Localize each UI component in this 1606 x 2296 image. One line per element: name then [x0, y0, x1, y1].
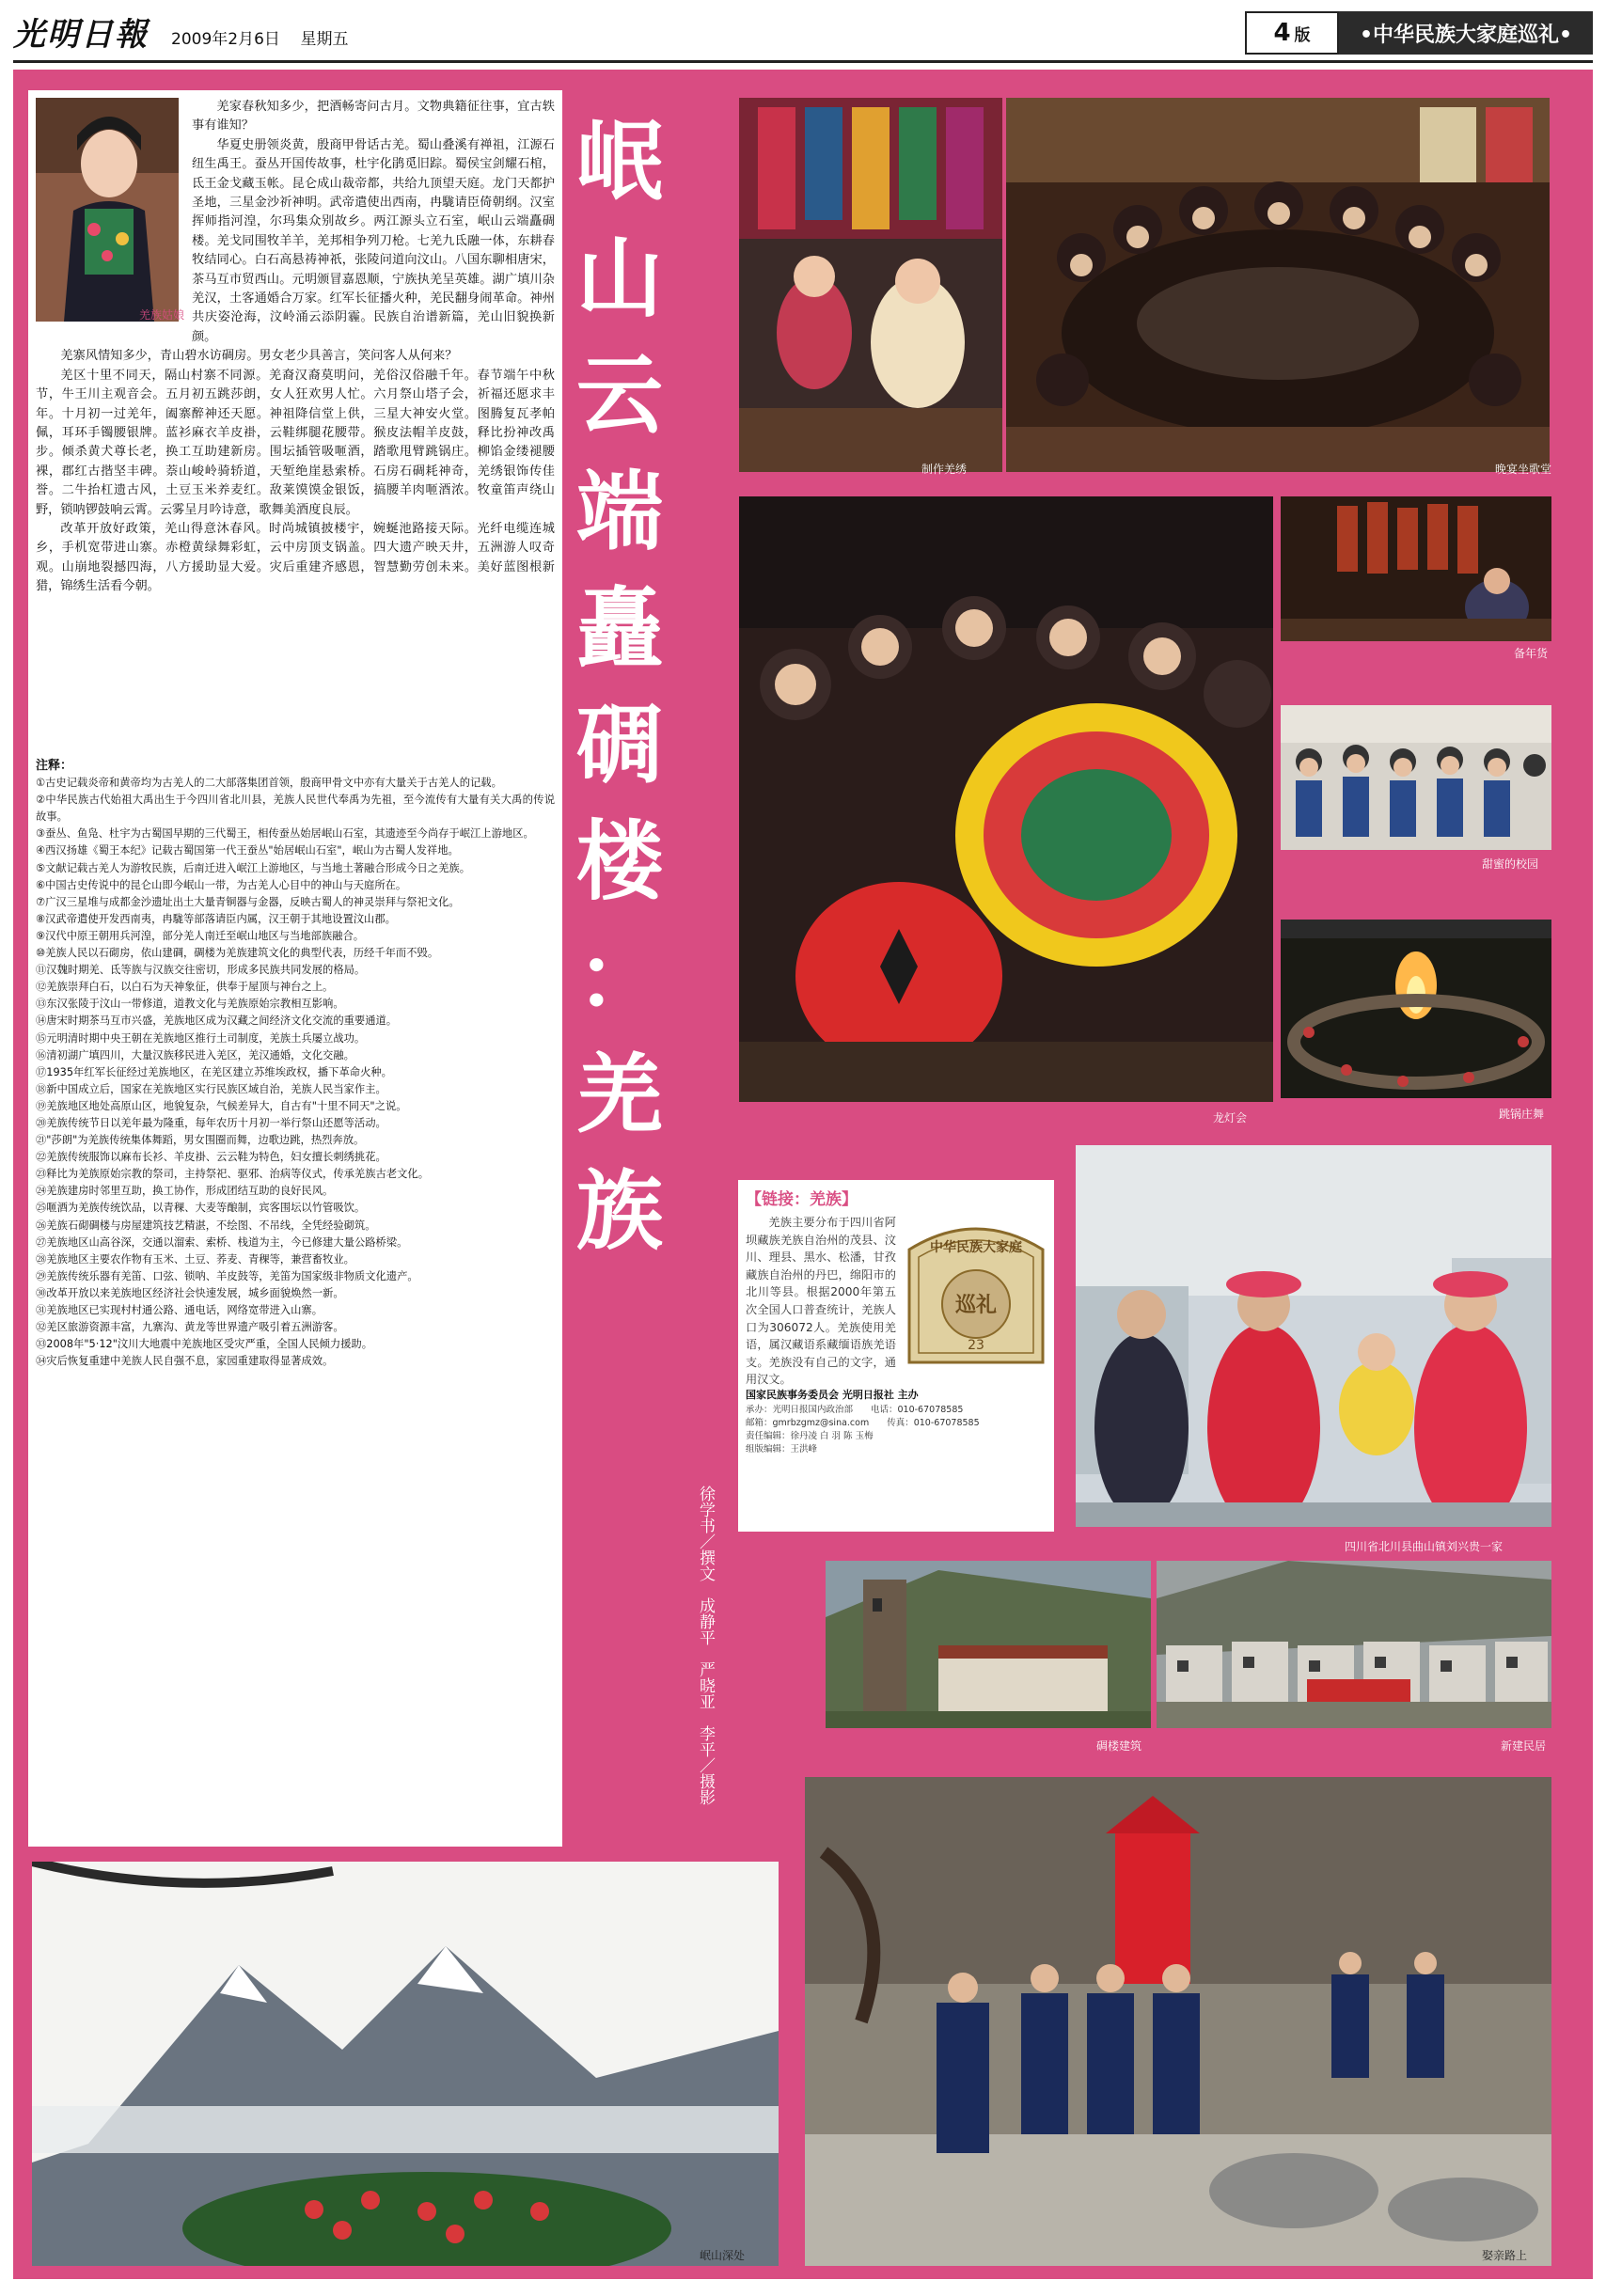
headline-char: 端: [575, 461, 663, 562]
note-item: ㉚改革开放以来羌族地区经济社会快速发展，城乡面貌焕然一新。: [36, 1286, 344, 1299]
caption-dance: 跳锅庄舞: [1499, 1108, 1545, 1121]
issue-date: [171, 25, 349, 55]
note-item: ㉜羌区旅游资源丰富，九寨沟、黄龙等世界遗产吸引着五洲游客。: [36, 1321, 344, 1334]
editorial-line: 组版编辑：王洪峰: [746, 1444, 818, 1455]
caption-school: 甜蜜的校园: [1482, 857, 1539, 871]
note-item: ㉕咂酒为羌族传统饮品，以青稞、大麦等酿制，宾客围坛以竹管吸饮。: [36, 1202, 366, 1215]
photo-mountain: [32, 1862, 779, 2266]
headline-char: 羌: [575, 1044, 663, 1145]
headline-char: 岷: [575, 111, 663, 212]
author-bio: 徐学书为四川省社会科学院研究员、四川省巴蜀文化研究中心秘书长。: [69, 1827, 522, 1844]
note-item: ⑱新中国成立后，国家在羌族地区实行民族区域自治，羌族人民当家作主。: [36, 1082, 386, 1095]
note-item: ⑬东汉张陵于汶山一带修道，道教文化与羌族原始宗教相互影响。: [36, 998, 344, 1011]
note-item: ③蚕丛、鱼凫、杜宇为古蜀国早期的三代蜀王，相传蚕丛始居岷山石室，其遗迹至今尚存于岷江上游地区。: [36, 827, 534, 841]
page-suffix: 版: [1294, 25, 1311, 45]
photo-embroidery: [739, 98, 1002, 472]
article-paragraph: 羌寨风情知多少，青山碧水访碉房。男女老少具善言，笑问客人从何来？: [60, 349, 458, 364]
weekday-text: 星期五: [300, 30, 349, 49]
article-paragraph: 改革开放好政策，羌山得意沐春风。时尚城镇披楼宇，婉蜒池路接天际。光纤电缆连城乡，手机宽带进山寨。赤橙黄绿舞彩虹，云中房顶支锅盖。四大遗产映天井，五洲游人叹奇观。山崩地裂撼四海，八方援助显大爱。灾后重建齐感恩，智慧勤劳创未来。美好蓝图根新猎，锦绣生活看今朝。: [36, 521, 555, 594]
note-item: ⑯清初湖广填四川，大量汉族移民进入羌区，羌汉通婚，文化交融。: [36, 1048, 354, 1062]
note-item: ㉝2008年"5·12"汶川大地震中羌族地区受灾严重，全国人民倾力援助。: [36, 1338, 373, 1351]
caption-new-houses: 新建民居: [1501, 1739, 1547, 1753]
photo-school: [1281, 705, 1551, 850]
stamp-text: 中华民族大家庭: [930, 1240, 1022, 1255]
page-headline: [568, 103, 671, 1269]
caption-embroidery: 制作羌绣: [921, 463, 968, 476]
photo-new-houses: [1157, 1561, 1551, 1728]
caption-wedding: 娶亲路上: [1482, 2249, 1528, 2262]
note-item: ⑤文献记载古羌人为游牧民族，后南迁进入岷江上游地区，与当地土著融合形成今日之羌族。: [36, 861, 471, 874]
note-item: ㉑"莎朗"为羌族传统集体舞蹈，男女围圈而舞，边歌边跳，热烈奔放。: [36, 1134, 365, 1147]
article-column: [28, 90, 562, 1847]
portrait-caption: 羌族姑娘: [139, 308, 185, 322]
note-item: ⑭唐宋时期茶马互市兴盛，羌族地区成为汉藏之间经济文化交流的重要通道。: [36, 1014, 398, 1028]
link-heading: 【链接：羌族】: [746, 1190, 858, 1209]
headline-char: 矗: [575, 577, 663, 679]
headline-char: 族: [575, 1160, 663, 1262]
article-paragraph: 羌家春秋知多少，把酒畅寄问古月。文物典籍征往事，宜古轶事有谁知？: [192, 100, 555, 134]
section-title: •中华民族大家庭巡礼•: [1339, 11, 1593, 55]
note-item: ㉖羌族石砌碉楼与房屋建筑技艺精湛，不绘图、不吊线，全凭经验砌筑。: [36, 1219, 376, 1232]
organizer-line: 国家民族事务委员会 光明日报社 主办: [746, 1389, 919, 1401]
caption-family: 四川省北川县曲山镇刘兴贵一家: [1345, 1540, 1504, 1553]
note-item: ⑧汉武帝遣使开发西南夷，冉駹等部落请臣内属，汉王朝于其地设置汶山郡。: [36, 912, 396, 925]
newspaper-logo: 光明日報: [13, 16, 149, 54]
caption-watchtower: 碉楼建筑: [1096, 1739, 1142, 1753]
notes-label: 注释：: [36, 759, 73, 773]
photo-dinner: [1006, 98, 1550, 472]
caption-lantern: 龙灯会: [1213, 1111, 1248, 1124]
note-item: ⑲羌族地区地处高原山区，地貌复杂，气候差异大，自古有"十里不同天"之说。: [36, 1099, 407, 1112]
note-item: ㉛羌族地区已实现村村通公路、通电话，网络宽带进入山寨。: [36, 1304, 323, 1316]
stamp-center-text: 巡礼: [954, 1294, 998, 1317]
note-item: ⑦广汉三星堆与成都金沙遗址出土大量青铜器与金器，反映古蜀人的神灵崇拜与祭祀文化。: [36, 895, 460, 908]
stamp-number: 23: [968, 1338, 984, 1353]
note-item: ④西汉扬雄《蜀王本纪》记载古蜀国第一代王蚕丛"始居岷山石室"，岷山为古蜀人发祥地。: [36, 844, 459, 857]
portrait-photo: [36, 98, 179, 322]
note-item: ㉙羌族传统乐器有羌笛、口弦、锁呐、羊皮鼓等，羌笛为国家级非物质文化遗产。: [36, 1269, 418, 1282]
note-item: ②中华民族古代始祖大禹出生于今四川省北川县，羌族人民世代奉禹为先祖，至今流传有大量有关大禹的传说故事。: [36, 794, 555, 824]
article-paragraph: 羌区十里不同天，隔山村寨不同源。羌裔汉裔莫明问，羌俗汉俗融千年。春节端午中秋节，牛王川主观音会。五月初五跳莎朗，女人狂欢男人忙。六月祭山塔子会，祈福还愿求丰年。十月初一过羌年，阖寨醉神还天愿。神祖降信堂上供，三星大神安火堂。图腾复瓦孝帕佩，耳环手镯腰银牌。蓝衫麻衣羊皮褂，云鞋绑腿花腰带。猴皮法帽羊皮鼓，释比扮神改禹步。倾杀黄犬尊长老，换工互助建新房。围坛插管吸咂酒，踏歌甩臂跳锅庄。柳馅金缕褪腰裸，郡红古揩坚丰碑。萘山峻岭骑轿道，天堑绝崖悬索桥。石房石碉耗神奇，羌绣银饰传佳誉。二牛抬杠遗古风，土豆玉米养麦红。敌莱馍馍金银饭，搞腰羊肉咂酒浓。牧童笛声绕山野，锁呐锣鼓响云霄。云雾呈月吟诗意，歌舞美酒度良辰。: [36, 368, 555, 517]
note-item: ⑨汉代中原王朝用兵河湟，部分羌人南迁至岷山地区与当地部族融合。: [36, 929, 365, 942]
note-item: ㉗羌族地区山高谷深，交通以溜索、索桥、栈道为主，今已修建大量公路桥梁。: [36, 1235, 408, 1249]
caption-preparing-goods: 备年货: [1514, 647, 1549, 660]
photo-lantern-festival: [739, 496, 1273, 1102]
note-item: ㉘羌族地区主要农作物有玉米、土豆、荞麦、青稞等，兼营畜牧业。: [36, 1252, 354, 1266]
headline-char: 楼: [575, 810, 663, 912]
photo-guozhuang-dance: [1281, 920, 1551, 1098]
note-item: ㉓释比为羌族原始宗教的祭司，主持祭祀、驱邪、治病等仪式，传承羌族古老文化。: [36, 1168, 429, 1181]
photo-family: [1076, 1145, 1551, 1527]
photo-preparing-goods: [1281, 496, 1551, 641]
note-item: ㉔羌族建房时邻里互助，换工协作，形成团结互助的良好民风。: [36, 1185, 334, 1198]
headline-char: ：: [575, 927, 663, 1029]
note-item: ⑪汉魏时期羌、氐等族与汉族交往密切，形成多民族共同发展的格局。: [36, 964, 366, 977]
headline-char: 云: [575, 344, 663, 446]
byline: 徐学书／撰文 成静平 严晓亚 李平／摄影: [696, 1486, 715, 1805]
headline-char: 山: [575, 228, 663, 329]
headline-char: 碉: [575, 694, 663, 795]
header-rule: [13, 60, 1593, 63]
note-item: ⑮元明清时期中央王朝在羌族地区推行土司制度，羌族土兵屡立战功。: [36, 1031, 366, 1045]
editorial-line: 承办：光明日报国内政治部 电话：010-67078585: [746, 1405, 964, 1415]
series-stamp-logo: [904, 1212, 1048, 1370]
article-paragraph: 华夏史册领炎黄，殷商甲骨话古羌。蜀山叠溪有禅祖，江源石纽生禹王。蚕丛开国传故事，杜宇化鹃觅旧踪。蜀侯宝剑耀石棺，氐王金戈藏玉帐。昆仑成山裁帝都，共给九顶望天庭。龙门天都护圣地，三星金沙祈神明。武帝遣使出西南，冉駹请臣倚朝纲。汉室挥师指河湟，尔玛集众别故乡。两江源头立石室，岷山云端矗碉楼。羌戈同围牧羊羊，羌邦相争列刀枪。七羌九氐融一体，东耕春牧结同心。白石高悬祷神祇，张陵问道向汶山。八国东聊相唐宋，茶马互市贸西山。元明颁冒嘉恩顺，宁族执羌呈英雄。湖广填川杂羌汉，土客通婚合万家。红军长征播火种，羌民翻身闹革命。神州共庆姿沧海，汶岭涌云添阴霾。民族自治谱新篇，羌山旧貌换新颜。: [192, 137, 555, 344]
note-item: ⑩羌族人民以石砌房，依山建碉，碉楼为羌族建筑文化的典型代表，历经千年而不毁。: [36, 947, 439, 960]
note-item: ①古史记载炎帝和黄帝均为古羌人的二大部落集团首领，殷商甲骨文中亦有大量关于古羌人的记载。: [36, 777, 502, 790]
date-text: 2009年2月6日: [171, 30, 280, 49]
note-item: ㉞灾后恢复重建中羌族人民自强不息，家园重建取得显著成效。: [36, 1355, 334, 1368]
editorial-info: [746, 1404, 1047, 1456]
page-header-box: [1245, 11, 1593, 55]
editorial-line: 责任编辑：徐丹凌 白 羽 陈 玉梅: [746, 1431, 874, 1441]
page-number: 4: [1273, 19, 1291, 47]
note-item: ⑰1935年红军长征经过羌族地区，在羌区建立苏维埃政权，播下革命火种。: [36, 1065, 392, 1078]
photo-wedding-procession: [805, 1777, 1551, 2266]
photo-watchtower: [826, 1561, 1151, 1728]
notes-section: [36, 758, 555, 1370]
info-link-box: [737, 1179, 1055, 1533]
note-item: ⑥中国古史传说中的昆仑山即今岷山一带，为古羌人心目中的神山与天庭所在。: [36, 878, 407, 891]
caption-mountain: 岷山深处: [700, 2249, 746, 2262]
note-item: ⑳羌族传统节日以羌年最为隆重，每年农历十月初一举行祭山还愿等活动。: [36, 1116, 386, 1129]
masthead: [13, 9, 349, 55]
link-description: 羌族主要分布于四川省阿坝藏族羌族自治州的茂县、汶川、理县、黑水、松潘，甘孜藏族自治州的丹巴，绵阳市的北川等县。根据2000年第五次全国人口普查统计，羌族人口为306072人。羌族使用羌语，属汉藏语系藏缅语族羌语支。羌族没有自己的文字，通用汉文。: [746, 1216, 896, 1387]
page-number-badge: [1245, 11, 1339, 55]
caption-dinner: 晚宴坐歌堂: [1495, 463, 1552, 476]
note-item: ⑫羌族崇拜白石，以白石为天神象征，供奉于屋顶与神台之上。: [36, 981, 334, 994]
editorial-line: 邮箱：gmrbzgmz@sina.com 传真：010-67078585: [746, 1418, 980, 1428]
note-item: ㉒羌族传统服饰以麻布长衫、羊皮褂、云云鞋为特色，妇女擅长刺绣挑花。: [36, 1151, 386, 1164]
